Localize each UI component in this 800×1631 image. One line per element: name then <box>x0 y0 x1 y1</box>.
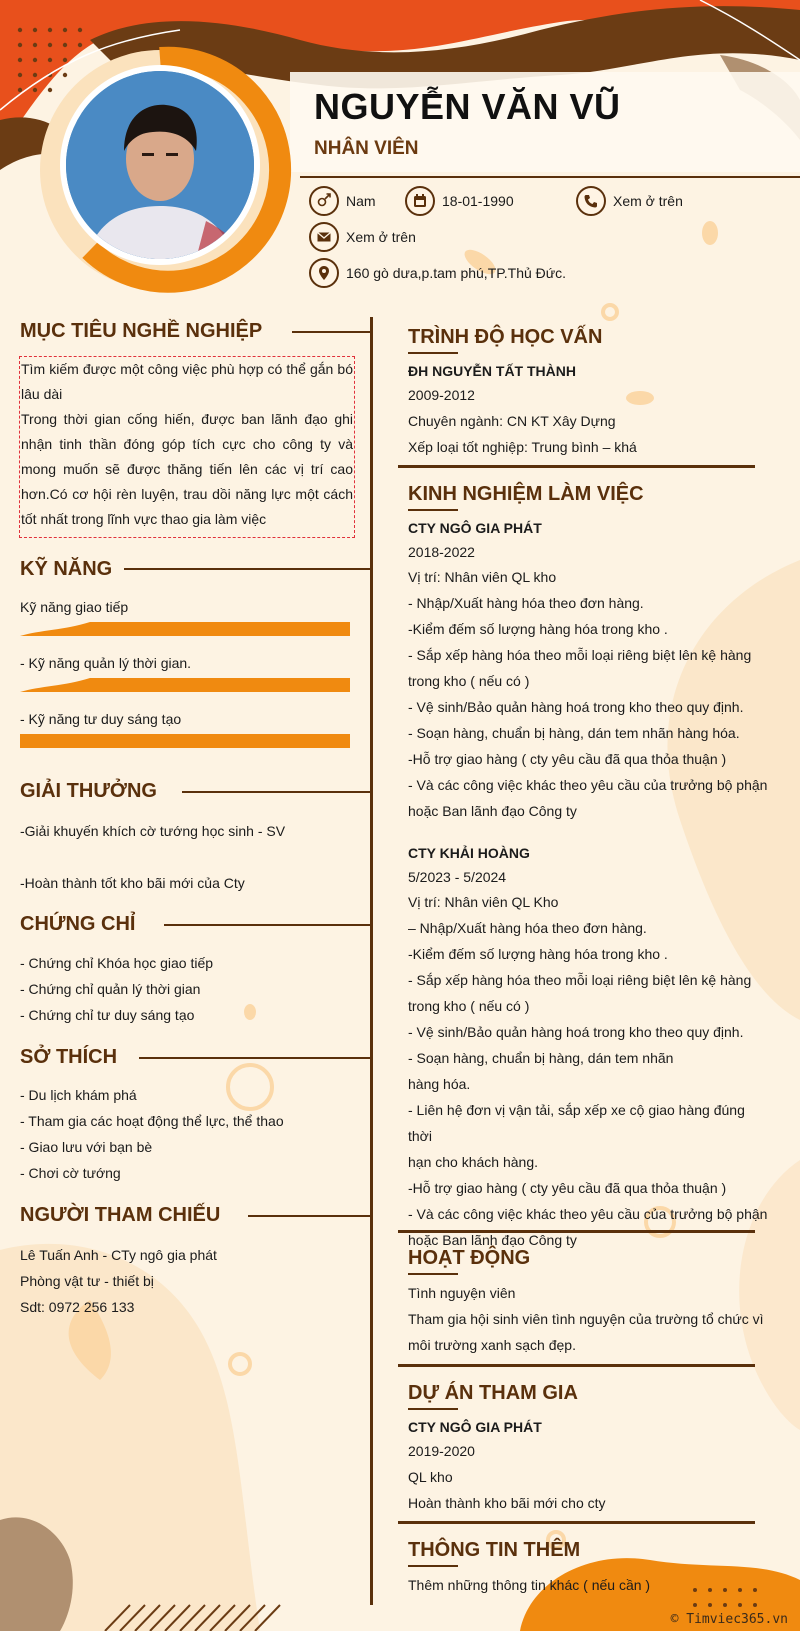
address-value: 160 gò dưa,p.tam phú,TP.Thủ Đức. <box>346 265 567 281</box>
gender-value: Nam <box>346 193 376 209</box>
job-line: hoặc Ban lãnh đạo Công ty <box>408 803 577 819</box>
objective-paragraph-1: Tìm kiếm được một công việc phù hợp có thể gắn bó lâu dài <box>21 361 353 402</box>
info-birthdate <box>405 186 514 216</box>
skill-label: - Kỹ năng quản lý thời gian. <box>20 655 192 671</box>
hobbies-rule <box>139 1057 370 1059</box>
hobby-item: - Giao lưu với bạn bè <box>20 1139 153 1155</box>
job-details <box>408 889 768 1253</box>
job-line: - Soạn hàng, chuẩn bị hàng, dán tem nhãn <box>408 1050 674 1066</box>
skill-bar <box>20 734 350 748</box>
job-line: - Sắp xếp hàng hóa theo mỗi loại riêng biệt lên kệ hàng <box>408 972 752 988</box>
email-value: Xem ở trên <box>346 229 416 245</box>
objective-title: MỤC TIÊU NGHỀ NGHIỆP <box>20 320 263 342</box>
skills-rule <box>124 568 370 570</box>
section-divider <box>398 1521 755 1524</box>
header-divider <box>300 176 800 178</box>
job-line: hàng hóa. <box>408 1076 471 1092</box>
job-line: hạn cho khách hàng. <box>408 1154 538 1170</box>
job-line: - Soạn hàng, chuẩn bị hàng, dán tem nhãn hàng hóa. <box>408 725 740 741</box>
more-text: Thêm những thông tin khác ( nếu cần ) <box>408 1577 651 1593</box>
cert-item: - Chứng chỉ Khóa học giao tiếp <box>20 955 214 971</box>
hobby-item: - Du lịch khám phá <box>20 1087 137 1103</box>
awards-rule <box>182 791 370 793</box>
job-line: trong kho ( nếu có ) <box>408 998 530 1014</box>
more-underline <box>408 1565 458 1567</box>
hobby-item: - Tham gia các hoạt động thể lực, thể thao <box>20 1113 284 1129</box>
ref-item: Phòng vật tư - thiết bị <box>20 1273 154 1289</box>
info-gender <box>309 186 376 216</box>
job-line: Vị trí: Nhân viên QL kho <box>408 569 557 585</box>
job-line: trong kho ( nếu có ) <box>408 673 530 689</box>
job-line: - Sắp xếp hàng hóa theo mỗi loại riêng biệt lên kệ hàng <box>408 647 752 663</box>
skill-label: Kỹ năng giao tiếp <box>20 599 129 615</box>
gender-icon <box>309 186 339 216</box>
project-line: Hoàn thành kho bãi mới cho cty <box>408 1495 606 1511</box>
info-email <box>309 222 416 252</box>
info-address <box>309 258 566 288</box>
hobbies-title: SỞ THÍCH <box>20 1046 118 1068</box>
certs-rule <box>164 924 370 926</box>
education-major: Chuyên ngành: CN KT Xây Dựng <box>408 413 616 429</box>
education-period: 2009-2012 <box>408 387 475 403</box>
job-line: - Vệ sinh/Bảo quản hàng hoá trong kho theo quy định. <box>408 1024 744 1040</box>
objective-box <box>19 356 355 538</box>
candidate-name: NGUYỄN VĂN VŨ <box>314 86 621 127</box>
refs-rule <box>248 1215 370 1217</box>
projects-underline <box>408 1408 458 1410</box>
skills-title: KỸ NĂNG <box>20 558 113 580</box>
education-title: TRÌNH ĐỘ HỌC VẤN <box>408 326 603 348</box>
education-school: ĐH NGUYỄN TẤT THÀNH <box>408 363 576 379</box>
job-line: – Nhập/Xuất hàng hóa theo đơn hàng. <box>408 920 647 936</box>
skill-bar <box>20 622 350 636</box>
job-line: -Hỗ trợ giao hàng ( cty yêu cầu đã qua thỏa thuận ) <box>408 751 727 767</box>
objective-rule <box>292 331 370 333</box>
award-item: -Giải khuyến khích cờ tướng học sinh - SV <box>20 823 286 839</box>
section-divider <box>398 465 755 468</box>
job-line: hoặc Ban lãnh đạo Công ty <box>408 1232 577 1248</box>
job-details <box>408 564 768 824</box>
section-divider <box>398 1364 755 1367</box>
education-grade: Xếp loại tốt nghiệp: Trung bình – khá <box>408 439 637 455</box>
skill-bar <box>20 678 350 692</box>
footer-watermark: © Timviec365.vn <box>670 1612 788 1627</box>
awards-title: GIẢI THƯỞNG <box>20 780 157 802</box>
avatar <box>66 71 254 259</box>
activity-line: môi trường xanh sạch đẹp. <box>408 1337 576 1353</box>
section-divider <box>398 1230 755 1233</box>
cert-item: - Chứng chỉ tư duy sáng tạo <box>20 1007 195 1023</box>
location-pin-icon <box>309 258 339 288</box>
job-line: - Và các công việc khác theo yêu cầu của trưởng bộ phận <box>408 1206 768 1222</box>
project-line: QL kho <box>408 1469 453 1485</box>
activities-title: HOẠT ĐỘNG <box>408 1247 531 1269</box>
job-line: Vị trí: Nhân viên QL Kho <box>408 894 559 910</box>
education-underline <box>408 352 458 354</box>
job-company: CTY KHẢI HOÀNG <box>408 845 530 861</box>
objective-paragraph-2: Trong thời gian cống hiến, được ban lãnh đạo ghi nhận tinh thần đóng góp tích cực cho công ty và mong muốn sẽ được thăng tiến lên các vị trí cao hơn.Có cơ hội rèn luyện, trau dồi năng lực một cách tốt nhất trong lĩnh vực thao gia làm việc <box>21 411 353 527</box>
experience-underline <box>408 509 458 511</box>
birthdate-value: 18-01-1990 <box>442 193 514 209</box>
award-item: -Hoàn thành tốt kho bãi mới của Cty <box>20 875 245 891</box>
mail-icon <box>309 222 339 252</box>
job-line: -Kiểm đếm số lượng hàng hóa trong kho . <box>408 621 668 637</box>
cert-item: - Chứng chỉ quản lý thời gian <box>20 981 201 997</box>
calendar-icon <box>405 186 435 216</box>
job-period: 2018-2022 <box>408 544 475 560</box>
column-divider <box>370 317 373 1605</box>
experience-title: KINH NGHIỆM LÀM VIỆC <box>408 483 644 505</box>
job-line: - Và các công việc khác theo yêu cầu của trưởng bộ phận <box>408 777 768 793</box>
skill-label: - Kỹ năng tư duy sáng tạo <box>20 711 182 727</box>
activity-line: Tình nguyện viên <box>408 1285 516 1301</box>
activity-line: Tham gia hội sinh viên tình nguyện của trường tổ chức vì <box>408 1311 764 1327</box>
job-line: - Liên hệ đơn vị vận tải, sắp xếp xe cộ giao hàng đúng thời <box>408 1102 745 1144</box>
ref-item: Sdt: 0972 256 133 <box>20 1299 135 1315</box>
info-phone <box>576 186 683 216</box>
hobby-item: - Chơi cờ tướng <box>20 1165 121 1181</box>
job-title: NHÂN VIÊN <box>314 138 419 159</box>
job-period: 5/2023 - 5/2024 <box>408 869 507 885</box>
job-line: - Vệ sinh/Bảo quản hàng hoá trong kho theo quy định. <box>408 699 744 715</box>
projects-title: DỰ ÁN THAM GIA <box>408 1382 578 1404</box>
more-title: THÔNG TIN THÊM <box>408 1539 581 1561</box>
ref-item: Lê Tuấn Anh - CTy ngô gia phát <box>20 1247 217 1263</box>
job-line: - Nhập/Xuất hàng hóa theo đơn hàng. <box>408 595 644 611</box>
project-line: 2019-2020 <box>408 1443 475 1459</box>
phone-value: Xem ở trên <box>613 193 683 209</box>
phone-icon <box>576 186 606 216</box>
project-company: CTY NGÔ GIA PHÁT <box>408 1419 542 1435</box>
job-line: -Kiểm đếm số lượng hàng hóa trong kho . <box>408 946 668 962</box>
refs-title: NGƯỜI THAM CHIẾU <box>20 1204 221 1226</box>
job-company: CTY NGÔ GIA PHÁT <box>408 520 542 536</box>
certs-title: CHỨNG CHỈ <box>20 913 136 935</box>
job-line: -Hỗ trợ giao hàng ( cty yêu cầu đã qua thỏa thuận ) <box>408 1180 727 1196</box>
activities-underline <box>408 1273 458 1275</box>
